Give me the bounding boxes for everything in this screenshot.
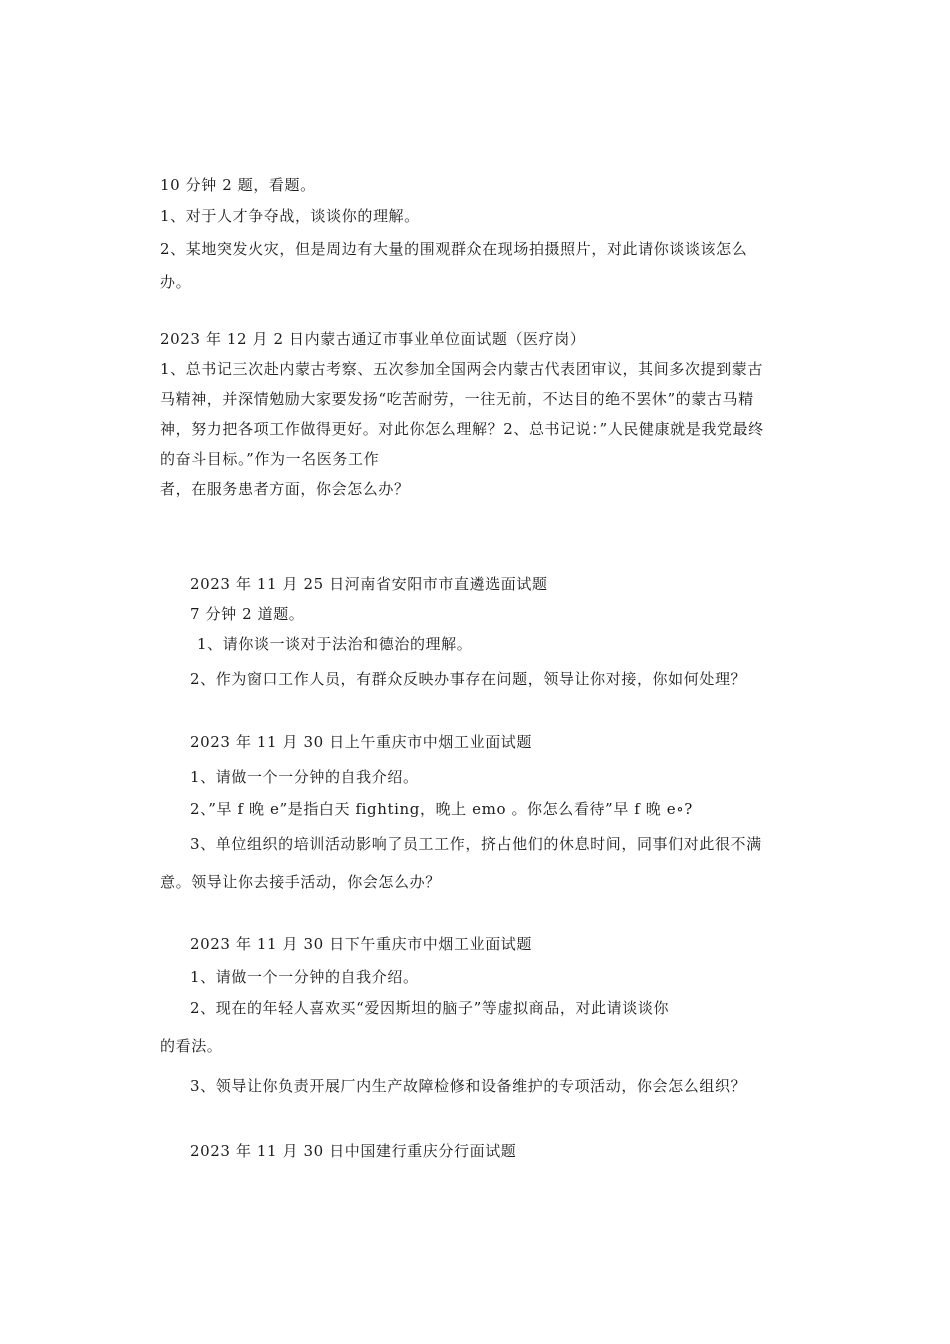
question-line: 2、作为窗口工作人员，有群众反映办事存在问题，领导让你对接，你如何处理？ (190, 670, 747, 688)
paragraph-line: 的奋斗目标。”作为一名医务工作 (160, 450, 380, 468)
question-line: 2、某地突发火灾，但是周边有大量的围观群众在现场拍摄照片，对此请你谈谈该怎么 (160, 240, 748, 258)
question-line: 2、”早 f 晚 e”是指白天 fighting，晚上 emo 。你怎么看待”早 f 晚 e∘? (190, 800, 693, 818)
question-line: 2、现在的年轻人喜欢买“爱因斯坦的脑子”等虚拟商品，对此请谈谈你 (190, 999, 670, 1017)
intro-line: 10 分钟 2 题，看题。 (160, 176, 316, 194)
question-line: 1、请做一个一分钟的自我介绍。 (190, 968, 419, 986)
question-line: 1、请你谈一谈对于法治和德治的理解。 (197, 635, 473, 653)
paragraph-line: 者，在服务患者方面，你会怎么办？ (160, 480, 410, 498)
section-heading: 2023 年 11 月 30 日中国建行重庆分行面试题 (190, 1142, 517, 1160)
intro-line: 7 分钟 2 道题。 (190, 605, 305, 623)
section-heading: 2023 年 12 月 2 日内蒙古通辽市事业单位面试题（医疗岗） (160, 330, 586, 348)
question-line: 1、请做一个一分钟的自我介绍。 (190, 768, 419, 786)
section-heading: 2023 年 11 月 30 日下午重庆市中烟工业面试题 (190, 935, 532, 953)
question-line-continued: 意。领导让你去接手活动，你会怎么办？ (160, 873, 441, 891)
paragraph-line: 神，努力把各项工作做得更好。对此你怎么理解？2、总书记说：”人民健康就是我党最终 (160, 420, 764, 438)
paragraph-line: 1、总书记三次赴内蒙古考察、五次参加全国两会内蒙古代表团审议，其间多次提到蒙古 (160, 360, 763, 378)
question-line: 3、单位组织的培训活动影响了员工工作，挤占他们的休息时间，同事们对此很不满 (190, 835, 762, 853)
paragraph-line: 马精神，并深情勉励大家要发扬“吃苦耐劳，一往无前，不达目的绝不罢休”的蒙古马精 (160, 390, 754, 408)
question-line-continued: 的看法。 (160, 1037, 223, 1055)
question-line: 3、领导让你负责开展厂内生产故障检修和设备维护的专项活动，你会怎么组织？ (190, 1077, 747, 1095)
question-line-continued: 办。 (160, 273, 192, 291)
section-heading: 2023 年 11 月 25 日河南省安阳市市直遴选面试题 (190, 575, 548, 593)
section-heading: 2023 年 11 月 30 日上午重庆市中烟工业面试题 (190, 733, 532, 751)
question-line: 1、对于人才争夺战，谈谈你的理解。 (160, 207, 420, 225)
